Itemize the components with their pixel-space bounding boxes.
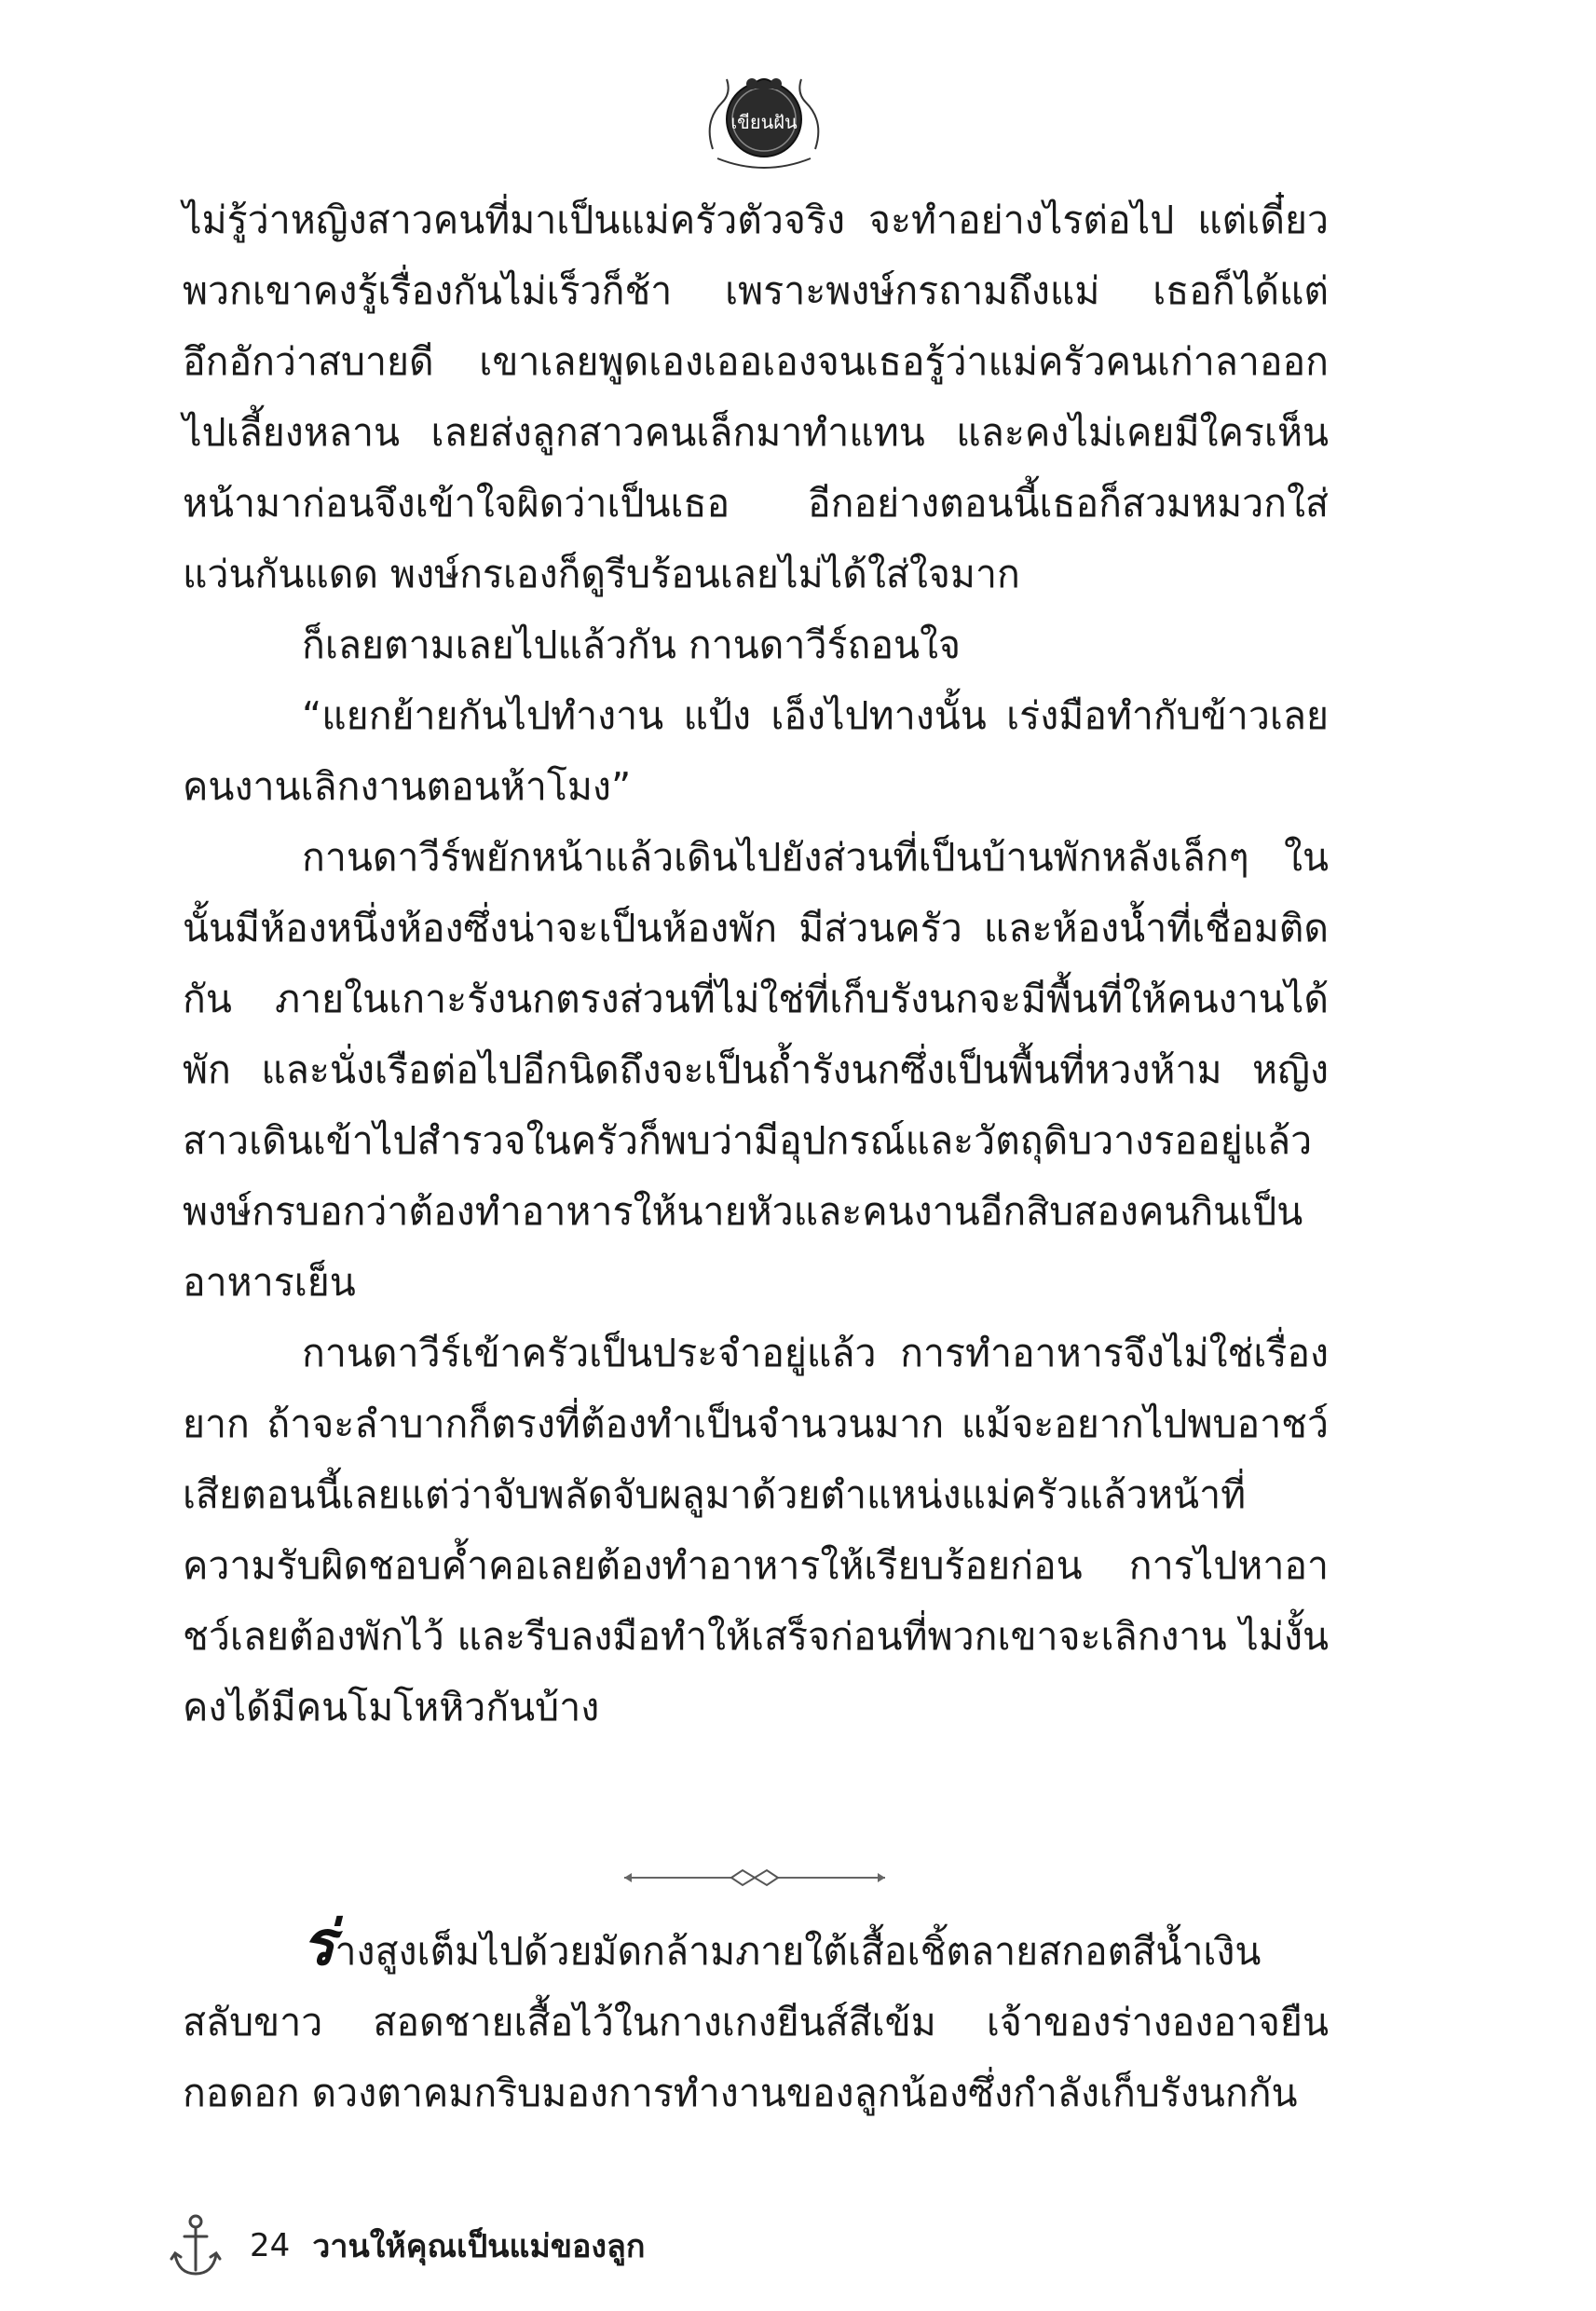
anchor-icon xyxy=(168,2212,224,2279)
section-2 xyxy=(183,1907,1329,2128)
publisher-logo xyxy=(694,56,834,177)
paragraph-2: ก็เลยตามเลยไปแล้วกัน กานดาวีร์ถอนใจ xyxy=(302,622,962,667)
paragraph-5: กานดาวีร์เข้าครัวเป็นประจำอยู่แล้ว การทำอาหารจึงไม่ใช่เรื่องยาก ถ้าจะลำบากก็ตรงที่ต้องทำเป็นจำนวนมาก แม้จะอยากไปพบอาชว์เสียตอนนี้เลยแต่ว่าจับพลัดจับผลูมาด้วยตำแหน่งแม่ครัวแล้วหน้าที่ความรับผิดชอบค้ำคอเลยต้องทำอาหารให้เรียบร้อยก่อน การไปหาอาชว์เลยต้องพักไว้ และรีบลงมือทำให้เสร็จก่อนที่พวกเขาจะเลิกงาน ไม่งั้นคงได้มีคนโมโหหิวกันบ้าง xyxy=(183,1331,1329,1730)
paragraph-3: “แยกย้ายกันไปทำงาน แป้ง เอ็งไปทางนั้น เร่งมือทำกับข้าวเลยคนงานเลิกงานตอนห้าโมง” xyxy=(183,693,1329,809)
section-2-paragraph xyxy=(183,1907,1329,2128)
logo-text: เขียนฝัน xyxy=(730,111,798,133)
section-divider-ornament xyxy=(615,1864,894,1892)
section-2-text: างสูงเต็มไปด้วยมัดกล้ามภายใต้เสื้อเชิ้ตลายสกอตสีน้ำเงินสลับขาว สอดชายเสื้อไว้ในกางเกงยีนส์สีเข้ม เจ้าของร่างองอาจยืนกอดอก ดวงตาคมกริบมองการทำงานของลูกน้องซึ่งกำลังเก็บรังนกกัน xyxy=(183,1929,1329,2115)
page-footer xyxy=(168,2208,645,2283)
paragraph-4: กานดาวีร์พยักหน้าแล้วเดินไปยังส่วนที่เป็นบ้านพักหลังเล็กๆ ในนั้นมีห้องหนึ่งห้องซึ่งน่าจะเป็นห้องพัก มีส่วนครัว และห้องน้ำที่เชื่อมติดกัน ภายในเกาะรังนกตรงส่วนที่ไม่ใช่ที่เก็บรังนกจะมีพื้นที่ให้คนงานได้พัก และนั่งเรือต่อไปอีกนิดถึงจะเป็นถ้ำรังนกซึ่งเป็นพื้นที่หวงห้าม หญิงสาวเดินเข้าไปสำรวจในครัวก็พบว่ามีอุปกรณ์และวัตถุดิบวางรออยู่แล้ว พงษ์กรบอกว่าต้องทำอาหารให้นายหัวและคนงานอีกสิบสองคนกินเป็นอาหารเย็น xyxy=(183,835,1329,1305)
body-text xyxy=(183,185,1329,1743)
paragraph-1: ไม่รู้ว่าหญิงสาวคนที่มาเป็นแม่ครัวตัวจริง จะทำอย่างไรต่อไป แต่เดี๋ยวพวกเขาคงรู้เรื่องกันไม่เร็วก็ช้า เพราะพงษ์กรถามถึงแม่ เธอก็ได้แต่อึกอักว่าสบายดี เขาเลยพูดเองเออเองจนเธอรู้ว่าแม่ครัวคนเก่าลาออกไปเลี้ยงหลาน เลยส่งลูกสาวคนเล็กมาทำแทน และคงไม่เคยมีใครเห็นหน้ามาก่อนจึงเข้าใจผิดว่าเป็นเธอ อีกอย่างตอนนี้เธอก็สวมหมวกใส่แว่นกันแดด พงษ์กรเองก็ดูรีบร้อนเลยไม่ได้ใส่ใจมาก xyxy=(183,198,1329,596)
book-title: วานให้คุณเป็นแม่ของลูก xyxy=(312,2228,646,2265)
dropcap: ร่ xyxy=(302,1907,335,1979)
page-number: 24 xyxy=(250,2227,291,2264)
